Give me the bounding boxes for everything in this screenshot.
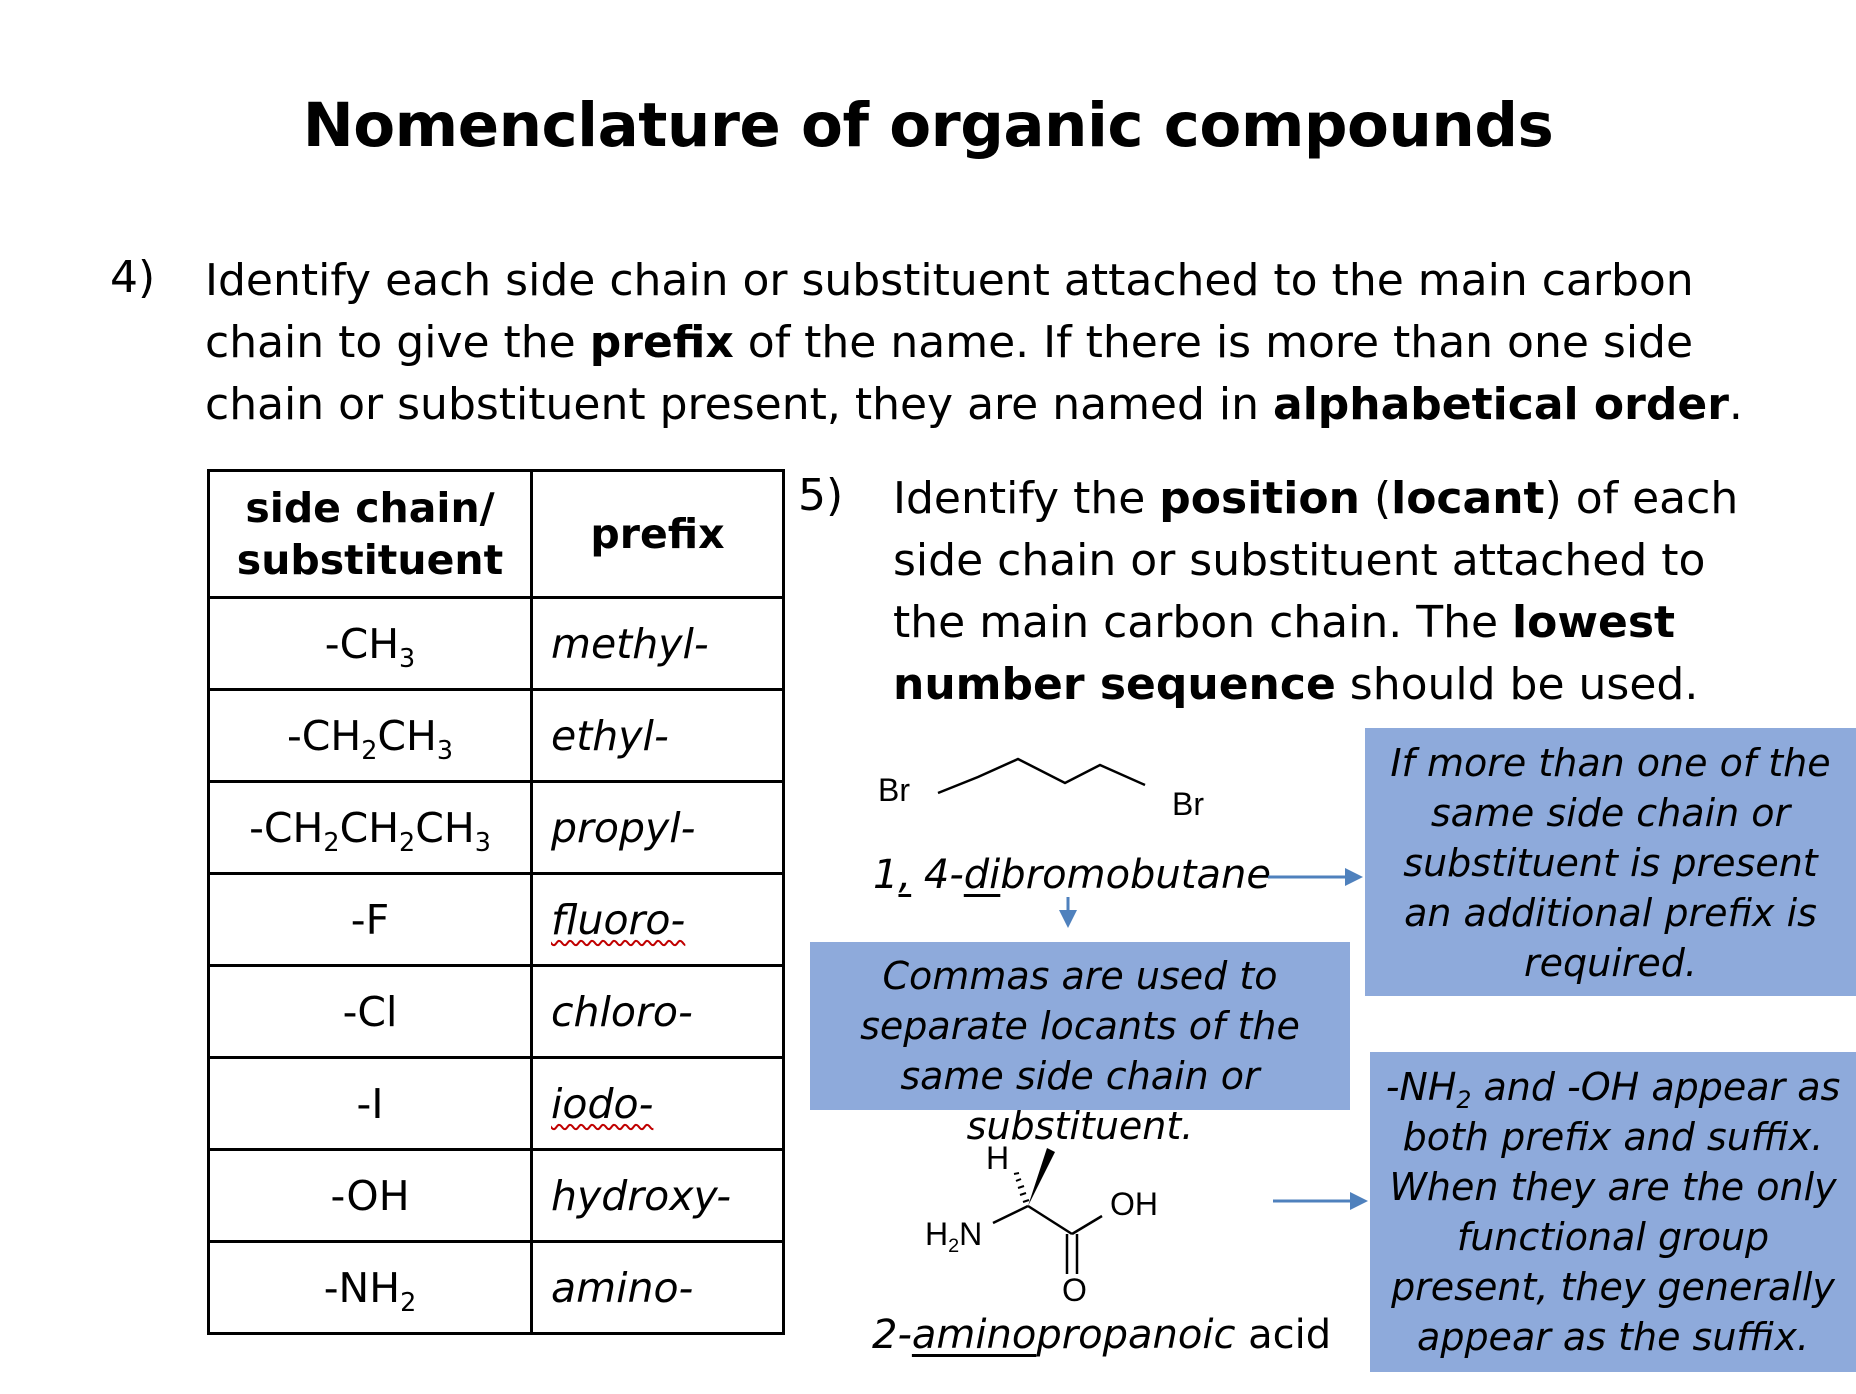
note-additional-prefix-required: If more than one of the same side chain or substituent is present an additional prefix is required.: [1365, 728, 1856, 996]
keyword-locant: locant: [1391, 473, 1545, 524]
substituent-formula: $-NH_2$: [209, 1242, 532, 1334]
substituent-formula: $-CH_2CH_2CH_3$: [209, 782, 532, 874]
prefix-name: chloro-: [532, 966, 784, 1058]
keyword-lowest-number-sequence: lowest number sequence: [893, 597, 1676, 710]
bromine-atom-left: Br: [878, 772, 910, 808]
prefix-name: ethyl-: [532, 690, 784, 782]
carbonyl-oxygen: O: [1062, 1272, 1087, 1308]
compound-name-dibromobutane: 1, 4-dibromobutane: [873, 852, 1271, 898]
comma-highlight: ,: [898, 852, 912, 898]
substituent-formula: -Cl: [209, 966, 532, 1058]
prefix-name: propyl-: [532, 782, 784, 874]
note-nh2-oh-prefix-suffix: $-NH_2$ and -OH appear as both prefix and suffix. When they are the only functional group present, they generally appear as the suffix.: [1370, 1052, 1856, 1372]
prefix-name: iodo-: [532, 1058, 784, 1150]
amine-group: $H_2N$: [925, 1216, 983, 1257]
prefix-name: amino-: [532, 1242, 784, 1334]
substituent-formula: -OH: [209, 1150, 532, 1242]
note-commas-separate-locants: Commas are used to separate locants of the same side chain or substituent.: [810, 942, 1350, 1110]
column-header-prefix: prefix: [532, 471, 784, 598]
hydroxyl-group: OH: [1110, 1186, 1158, 1222]
slide-title: Nomenclature of organic compounds: [302, 90, 1554, 161]
step-5-number: 5): [798, 470, 844, 521]
di-prefix-highlight: di: [963, 852, 1001, 898]
keyword-prefix: prefix: [589, 317, 734, 368]
column-header-side-chain: side chain/ substituent: [209, 471, 532, 598]
hydrogen-atom: H: [986, 1140, 1010, 1176]
compound-name-aminopropanoic-acid: 2-aminopropanoic acid: [872, 1312, 1332, 1358]
substituent-formula: -I: [209, 1058, 532, 1150]
keyword-alphabetical-order: alphabetical order: [1273, 379, 1729, 430]
keyword-position: position: [1159, 473, 1360, 524]
substituent-formula: -F: [209, 874, 532, 966]
bromine-atom-right: Br: [1172, 786, 1204, 822]
prefix-name: fluoro-: [532, 874, 784, 966]
prefix-name: hydroxy-: [532, 1150, 784, 1242]
amino-prefix-highlight: amino: [911, 1312, 1037, 1358]
substituent-formula: $-CH_3$: [209, 598, 532, 690]
prefix-name: methyl-: [532, 598, 784, 690]
substituent-formula: $-CH_2CH_3$: [209, 690, 532, 782]
step-5-text: Identify the position (locant) of each side chain or substituent attached to the main carbon chain. The lowest number sequence should be used.: [893, 473, 1739, 710]
step-4-number: 4): [110, 252, 156, 303]
step-4-text: Identify each side chain or substituent attached to the main carbon chain to give the prefix of the name. If there is more than one side chain or substituent present, they are named in alphabetical order.: [205, 255, 1743, 430]
